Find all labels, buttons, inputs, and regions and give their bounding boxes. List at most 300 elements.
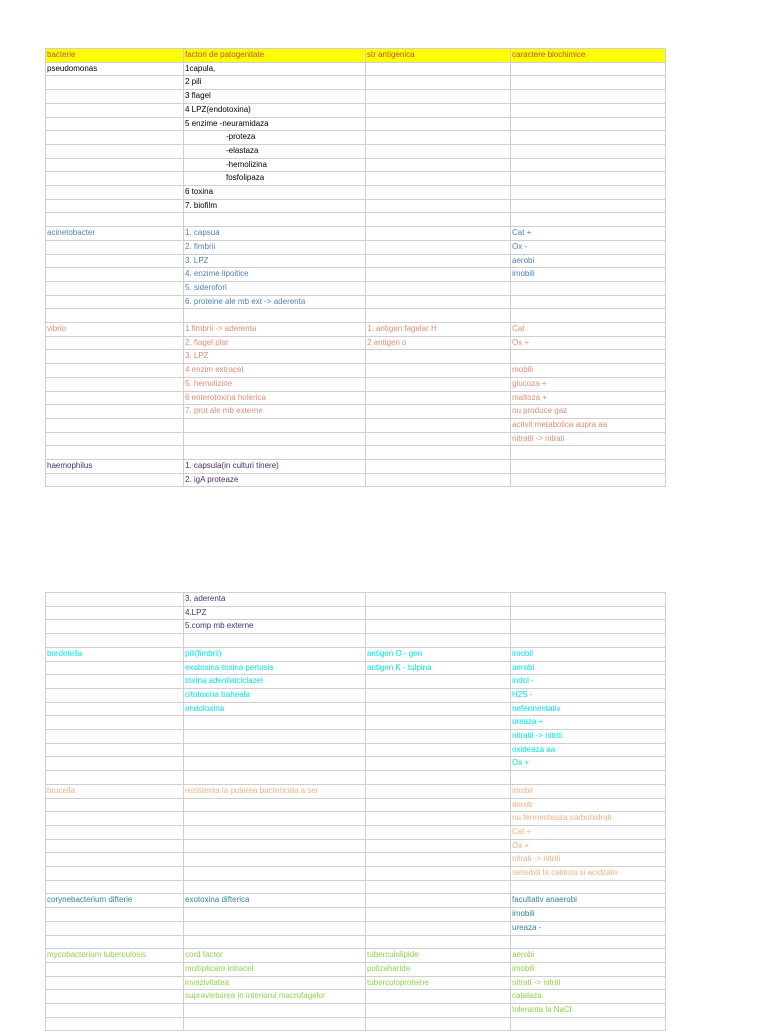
table-cell: acinetobacter [46, 227, 184, 241]
table-cell [46, 281, 184, 295]
table-cell: aerobi [511, 661, 666, 675]
table-cell: mobili [511, 364, 666, 378]
table-cell [46, 254, 184, 268]
table-row [46, 158, 666, 172]
table-cell: nu produce gaz [511, 405, 666, 419]
table-row [46, 323, 666, 337]
table-row [46, 227, 666, 241]
table-cell [46, 812, 184, 826]
table-cell [46, 158, 184, 172]
table-cell [366, 730, 511, 744]
table-row [46, 103, 666, 117]
table-row [46, 771, 666, 785]
table-row [46, 76, 666, 90]
table-cell: oxideaza aa [511, 743, 666, 757]
table-row [46, 1004, 666, 1018]
table-cell: Cat + [511, 227, 666, 241]
table-cell [366, 240, 511, 254]
table-row [46, 798, 666, 812]
table-cell [366, 103, 511, 117]
table-cell: 2. flagel plar [184, 336, 366, 350]
table-cell [511, 281, 666, 295]
table-row [46, 391, 666, 405]
table-cell [46, 1017, 184, 1031]
table-row [46, 784, 666, 798]
table-cell [46, 199, 184, 213]
table-row [46, 593, 666, 607]
table-cell [46, 103, 184, 117]
table-cell: -elastaza [184, 144, 366, 158]
table-cell [366, 254, 511, 268]
table-row [46, 295, 666, 309]
table-cell [46, 364, 184, 378]
table-cell: toleranta la NaCl [511, 1004, 666, 1018]
table-cell [46, 144, 184, 158]
table-cell [511, 117, 666, 131]
table-row [46, 962, 666, 976]
table-cell [366, 853, 511, 867]
table-cell: Cat + [511, 825, 666, 839]
table-cell [184, 825, 366, 839]
table-cell: 3. LPZ [184, 350, 366, 364]
table-cell [366, 131, 511, 145]
table-row [46, 350, 666, 364]
table-cell [46, 268, 184, 282]
table-cell [366, 839, 511, 853]
table-row [46, 743, 666, 757]
table-cell: pseudomonas [46, 62, 184, 76]
table-row [46, 364, 666, 378]
table-cell [46, 990, 184, 1004]
table-cell [366, 702, 511, 716]
table-cell [184, 309, 366, 323]
table-row [46, 620, 666, 634]
table-cell [184, 798, 366, 812]
table-cell [184, 418, 366, 432]
table-cell [366, 473, 511, 487]
table-cell [511, 446, 666, 460]
table-cell [46, 377, 184, 391]
table-cell: -proteza [184, 131, 366, 145]
table-cell: 3 flagel [184, 90, 366, 104]
table-cell: H2S - [511, 688, 666, 702]
table-cell [46, 634, 184, 648]
table-cell: polizaharide [366, 962, 511, 976]
table-cell [46, 172, 184, 186]
table-cell [511, 620, 666, 634]
table-cell: aerob [511, 798, 666, 812]
table-cell [46, 743, 184, 757]
table-cell [366, 743, 511, 757]
table-cell: nitrati -> nitriti [511, 976, 666, 990]
table-cell [366, 825, 511, 839]
table-row [46, 716, 666, 730]
bacteria-table-bottom [45, 592, 666, 1031]
table-cell: cord factor [184, 949, 366, 963]
table-cell [366, 935, 511, 949]
table-cell [46, 853, 184, 867]
table-cell [366, 227, 511, 241]
table-row [46, 880, 666, 894]
table-cell [366, 158, 511, 172]
table-row [46, 839, 666, 853]
table-cell [366, 771, 511, 785]
table-cell [366, 76, 511, 90]
table-cell [46, 935, 184, 949]
table-cell: supravietuirea in interiorul macrofagelor [184, 990, 366, 1004]
table-cell: Ox - [511, 240, 666, 254]
table-row [46, 446, 666, 460]
table-cell: bordetella [46, 647, 184, 661]
table-row [46, 90, 666, 104]
table-row [46, 702, 666, 716]
table-cell [184, 867, 366, 881]
table-row [46, 473, 666, 487]
table-cell [511, 103, 666, 117]
table-cell [184, 432, 366, 446]
table-cell: facultativ anaerobi [511, 894, 666, 908]
table-row [46, 647, 666, 661]
table-cell: ureaza - [511, 921, 666, 935]
table-cell: tuberculoproteine [366, 976, 511, 990]
table-row [46, 432, 666, 446]
header-cell: bacterie [46, 49, 184, 63]
table-cell [46, 186, 184, 200]
table-row [46, 853, 666, 867]
table-cell [366, 620, 511, 634]
table-cell [366, 1017, 511, 1031]
table-cell [366, 377, 511, 391]
table-cell [366, 798, 511, 812]
table-cell: nu fermenteaza carbohidrati [511, 812, 666, 826]
table-cell: vibrio [46, 323, 184, 337]
table-cell [366, 309, 511, 323]
table-cell [511, 186, 666, 200]
table-cell [511, 350, 666, 364]
table-cell [366, 990, 511, 1004]
table-cell: brucella [46, 784, 184, 798]
table-cell [46, 432, 184, 446]
table-row [46, 199, 666, 213]
table-cell [366, 418, 511, 432]
table-cell [366, 295, 511, 309]
table-cell [46, 418, 184, 432]
table-cell [366, 281, 511, 295]
table-cell [46, 446, 184, 460]
table-cell [511, 131, 666, 145]
table-cell: imobili [511, 962, 666, 976]
table-cell: 3. aderenta [184, 593, 366, 607]
table-row [46, 117, 666, 131]
table-cell [366, 268, 511, 282]
table-cell: pili(fimbrii) [184, 647, 366, 661]
table-row [46, 921, 666, 935]
table-cell: indol - [511, 675, 666, 689]
table-cell [46, 240, 184, 254]
table-row [46, 144, 666, 158]
table-cell: 4 LPZ(endotoxina) [184, 103, 366, 117]
table-cell [46, 1004, 184, 1018]
table-cell: 1.fimbrii -> aderenta [184, 323, 366, 337]
table-cell [366, 460, 511, 474]
table-cell: 2. fimbrii [184, 240, 366, 254]
table-cell: rezistenta la puterea bactericida a ser [184, 784, 366, 798]
table-cell [46, 798, 184, 812]
table-cell: mycobacterium tuberculosis [46, 949, 184, 963]
table-cell [511, 935, 666, 949]
table-cell [184, 812, 366, 826]
bacteria-table-top [45, 48, 666, 487]
table-cell [366, 894, 511, 908]
table-cell: imobili [511, 908, 666, 922]
table-cell: invazivitatea [184, 976, 366, 990]
table-cell: 2 antigen o [366, 336, 511, 350]
table-row [46, 418, 666, 432]
table-cell [366, 908, 511, 922]
header-row [46, 49, 666, 63]
table-cell [366, 62, 511, 76]
table-cell [184, 1017, 366, 1031]
table-cell: haemophilus [46, 460, 184, 474]
table-cell: Ox + [511, 839, 666, 853]
table-cell [511, 593, 666, 607]
table-cell [46, 90, 184, 104]
header-cell: caractere biochimice [511, 49, 666, 63]
table-cell: 4.LPZ [184, 606, 366, 620]
table-cell: exotoxina difterica [184, 894, 366, 908]
table-cell [366, 593, 511, 607]
table-cell: 2 pili [184, 76, 366, 90]
table-cell [46, 716, 184, 730]
table-cell [511, 880, 666, 894]
table-row [46, 268, 666, 282]
table-cell [46, 213, 184, 227]
table-cell [46, 839, 184, 853]
table-cell: sensibili la caldura si aciditate [511, 867, 666, 881]
table-cell: tuberculolipide [366, 949, 511, 963]
table-row [46, 976, 666, 990]
table-cell: 5.comp mb externe [184, 620, 366, 634]
table-cell [511, 634, 666, 648]
table-cell: endotoxina [184, 702, 366, 716]
table-cell: 1. capsua [184, 227, 366, 241]
table-cell [46, 771, 184, 785]
table-cell [366, 606, 511, 620]
table-cell [511, 460, 666, 474]
table-cell [46, 620, 184, 634]
table-row [46, 131, 666, 145]
table-row [46, 688, 666, 702]
table-cell: citotoxina traheala [184, 688, 366, 702]
table-row [46, 730, 666, 744]
table-cell [184, 1004, 366, 1018]
table-cell: 1capula, [184, 62, 366, 76]
table-cell [46, 295, 184, 309]
table-cell [46, 391, 184, 405]
table-cell [184, 446, 366, 460]
table-row [46, 825, 666, 839]
table-cell [46, 825, 184, 839]
table-cell [511, 172, 666, 186]
table-row [46, 460, 666, 474]
table-row [46, 377, 666, 391]
table-cell [366, 880, 511, 894]
table-cell [46, 76, 184, 90]
table-cell [366, 1004, 511, 1018]
table-cell [366, 812, 511, 826]
table-cell: imobil [511, 647, 666, 661]
table-cell [511, 158, 666, 172]
table-cell: antigen K - tulpina [366, 661, 511, 675]
table-row [46, 1017, 666, 1031]
table-cell [184, 908, 366, 922]
table-row [46, 757, 666, 771]
table-cell [511, 213, 666, 227]
table-row [46, 675, 666, 689]
table-cell [46, 405, 184, 419]
table-cell [511, 1017, 666, 1031]
table-cell [184, 771, 366, 785]
table-cell [46, 757, 184, 771]
table-row [46, 186, 666, 200]
table-cell [366, 867, 511, 881]
table-cell [46, 880, 184, 894]
table-cell [366, 117, 511, 131]
header-cell: str antigenica [366, 49, 511, 63]
table-cell: -hemolizina [184, 158, 366, 172]
table-cell: nitratii -> nitriti [511, 730, 666, 744]
table-cell: corynebacterium difterie [46, 894, 184, 908]
table-cell: catalaza [511, 990, 666, 1004]
table-cell [366, 688, 511, 702]
table-row [46, 634, 666, 648]
table-cell [46, 976, 184, 990]
table-cell [366, 784, 511, 798]
table-cell [46, 309, 184, 323]
table-cell [366, 391, 511, 405]
table-cell [46, 962, 184, 976]
table-cell: 4 enzim extracel [184, 364, 366, 378]
table-cell: glucoza + [511, 377, 666, 391]
table-cell [184, 853, 366, 867]
table-cell [511, 473, 666, 487]
table-row [46, 867, 666, 881]
table-row [46, 172, 666, 186]
table-row [46, 894, 666, 908]
table-cell [46, 730, 184, 744]
table-cell [511, 771, 666, 785]
table-cell: antigen O - gen [366, 647, 511, 661]
table-row [46, 661, 666, 675]
table-cell [366, 716, 511, 730]
table-cell: 6. proteine ale mb ext -> aderenta [184, 295, 366, 309]
table-cell [46, 593, 184, 607]
table-row [46, 309, 666, 323]
table-cell [366, 172, 511, 186]
table-cell [46, 473, 184, 487]
table-cell [511, 309, 666, 323]
table-cell [184, 213, 366, 227]
table-cell [366, 186, 511, 200]
table-cell [511, 144, 666, 158]
table-cell: aerobi [511, 254, 666, 268]
table-cell [366, 634, 511, 648]
table-cell [511, 76, 666, 90]
table-cell [184, 839, 366, 853]
table-cell: fosfolipaza [184, 172, 366, 186]
table-cell [46, 702, 184, 716]
table-row [46, 62, 666, 76]
table-cell: 5 enzime -neuramidaza [184, 117, 366, 131]
table-cell: 1. capsula(in culturi tinere) [184, 460, 366, 474]
table-cell: 1. antigen fagelar H [366, 323, 511, 337]
table-row [46, 606, 666, 620]
table-cell [184, 730, 366, 744]
table-cell [184, 880, 366, 894]
table-cell: Cat [511, 323, 666, 337]
table-cell [184, 716, 366, 730]
table-cell [46, 131, 184, 145]
table-row [46, 213, 666, 227]
table-cell: aerobi [511, 949, 666, 963]
table-cell [184, 634, 366, 648]
table-cell [46, 688, 184, 702]
table-cell [511, 606, 666, 620]
table-cell [366, 199, 511, 213]
table-cell [366, 405, 511, 419]
table-cell [366, 213, 511, 227]
table-cell [366, 446, 511, 460]
table-row [46, 240, 666, 254]
table-cell: exotoxina-toxina pertusis [184, 661, 366, 675]
table-cell: 7. biofilm [184, 199, 366, 213]
table-cell: 5. siderofori [184, 281, 366, 295]
table-cell [511, 295, 666, 309]
table-cell [184, 743, 366, 757]
table-cell [366, 432, 511, 446]
table-cell [366, 921, 511, 935]
table-cell [511, 62, 666, 76]
table-cell: nefermentativ [511, 702, 666, 716]
table-cell: nitrati -> nitriti [511, 853, 666, 867]
table-cell [511, 90, 666, 104]
table-row [46, 336, 666, 350]
table-cell [366, 364, 511, 378]
table-cell [46, 921, 184, 935]
table-cell [366, 757, 511, 771]
table-cell: 3. LPZ [184, 254, 366, 268]
table-row [46, 990, 666, 1004]
table-row [46, 405, 666, 419]
table-cell: activit metabolica aupra aa [511, 418, 666, 432]
table-row [46, 812, 666, 826]
table-cell: 4. enzime lipoitice [184, 268, 366, 282]
table-cell [46, 606, 184, 620]
table-row [46, 949, 666, 963]
table-cell: multiplicare intracel [184, 962, 366, 976]
table-cell [46, 661, 184, 675]
table-cell: Ox + [511, 336, 666, 350]
table-cell [46, 867, 184, 881]
table-cell [366, 90, 511, 104]
table-cell [366, 675, 511, 689]
table-row [46, 908, 666, 922]
table-cell: 5. hemolizine [184, 377, 366, 391]
table-cell [46, 908, 184, 922]
table-cell: 6 toxina [184, 186, 366, 200]
header-cell: factori de patogenitate [184, 49, 366, 63]
table-cell [366, 350, 511, 364]
